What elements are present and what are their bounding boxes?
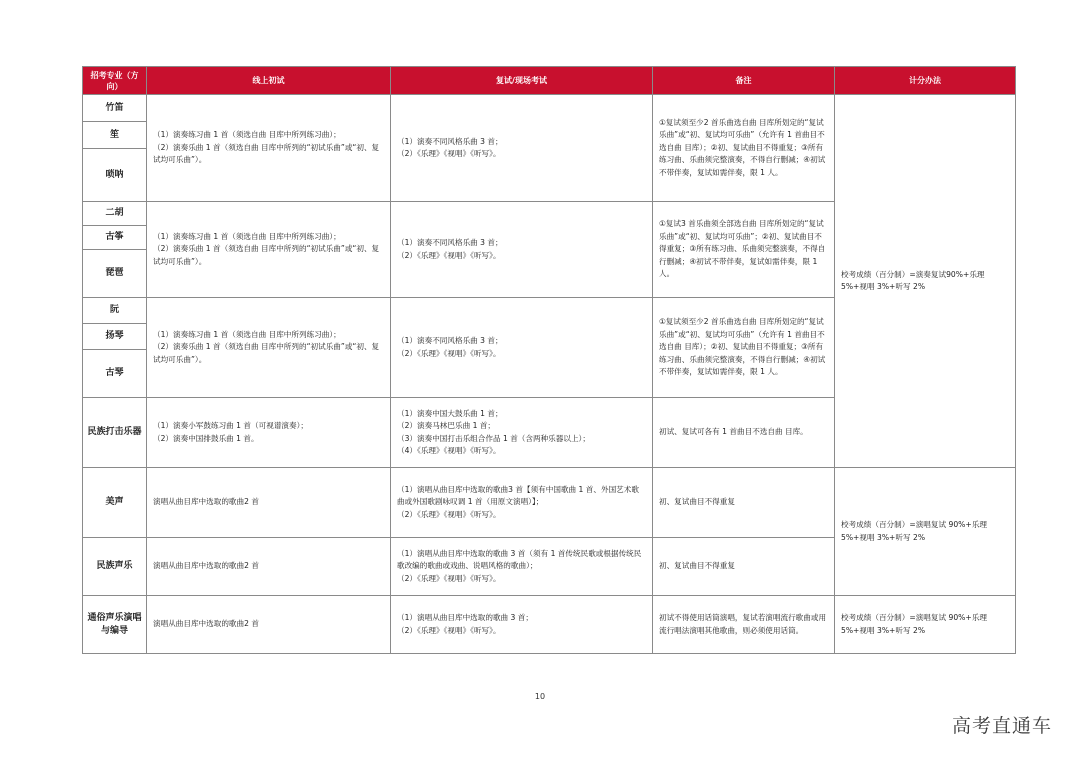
requirement-line: （1）演唱从曲目库中选取的歌曲 3 首（须有 1 首传统民歌或根据传统民歌改编的歌曲或戏曲、说唱风格的歌曲）； [397, 548, 642, 571]
header-major: 招考专业（方向） [83, 67, 147, 95]
online-exam-cell [147, 538, 391, 596]
header-retest: 复试/现场考试 [391, 67, 653, 95]
retest-cell [391, 596, 653, 654]
requirement-line: （2）演奏马林巴乐曲 1 首； [397, 421, 496, 430]
table-row [83, 468, 1016, 538]
online-exam-cell [147, 398, 391, 468]
header-notes: 备注 [653, 67, 835, 95]
note-text: ①复试须至少2 首乐曲选自曲 目库所划定的“复试乐曲”或“初、复试均可乐曲”（允许有 1 首曲目不选自曲 目库）；②初、复试曲目不得重复；③所有练习曲、乐曲须完整演奏，不得自行删减；④初试不带伴奏，复试如需伴奏，限 1 人。 [659, 117, 826, 177]
requirement-line: （2）《乐理》《视唱》《听写》。 [397, 625, 501, 635]
note-text: ①复试3 首乐曲须全部选自曲 目库所划定的“复试乐曲”或“初、复试均可乐曲”；②初、复试曲目不得重复；③所有练习曲、乐曲须完整演奏，不得自行删减；④初试不带伴奏，复试如需伴奏，限 1 人。 [659, 219, 826, 279]
major-cell: 扬琴 [83, 324, 147, 350]
requirement-line: （1）演奏中国大鼓乐曲 1 首； [397, 408, 503, 418]
retest-cell [391, 202, 653, 298]
major-cell: 民族打击乐器 [83, 398, 147, 468]
note-text: 初、复试曲目不得重复 [659, 497, 735, 507]
online-exam-cell [147, 95, 391, 202]
scoring-cell [835, 468, 1016, 596]
header-online-exam: 线上初试 [147, 67, 391, 95]
major-cell: 唢呐 [83, 149, 147, 202]
requirement-line: （1）演奏不同风格乐曲 3 首； [397, 136, 503, 146]
requirement-line: 演唱从曲目库中选取的歌曲2 首 [153, 561, 259, 571]
major-cell: 民族声乐 [83, 538, 147, 596]
requirement-line: （2）演奏乐曲 1 首（须选自曲 目库中所列的“初试乐曲”或“初、复试均可乐曲”）。 [153, 142, 380, 165]
requirement-line: 演唱从曲目库中选取的歌曲2 首 [153, 619, 259, 629]
note-text: 初试、复试可各有 1 首曲目不选自曲 目库。 [659, 427, 808, 437]
major-cell: 美声 [83, 468, 147, 538]
requirement-line: （3）演奏中国打击乐组合作品 1 首（含两种乐器以上）； [397, 433, 590, 443]
notes-cell [653, 95, 835, 202]
notes-cell [653, 596, 835, 654]
retest-cell [391, 95, 653, 202]
requirement-line: （2）《乐理》《视唱》《听写》。 [397, 509, 501, 519]
requirement-line: （2）《乐理》《视唱》《听写》。 [397, 250, 501, 260]
requirement-line: （2）《乐理》《视唱》《听写》。 [397, 149, 501, 158]
scoring-text: 校考成绩（百分制）=演唱复试 90%+乐理 5%+视唱 3%+听写 2% [841, 613, 987, 635]
online-exam-cell [147, 298, 391, 398]
table-row [83, 596, 1016, 654]
requirement-line: （1）演奏小军鼓练习曲 1 首（可视谱演奏）； [153, 421, 308, 430]
major-cell: 二胡 [83, 202, 147, 226]
major-cell: 古琴 [83, 350, 147, 398]
retest-cell [391, 398, 653, 468]
major-cell: 笙 [83, 122, 147, 149]
admission-table [82, 66, 1016, 654]
table-row [83, 95, 1016, 122]
online-exam-cell [147, 202, 391, 298]
scoring-text: 校考成绩（百分制）=演奏复试90%+乐理 5%+视唱 3%+听写 2% [841, 269, 985, 291]
requirement-line: （1）演奏练习曲 1 首（须选自曲 目库中所列练习曲）； [153, 130, 341, 140]
requirement-line: （2）《乐理》《视唱》《听写》。 [397, 348, 501, 358]
scoring-text: 校考成绩（百分制）=演唱复试 90%+乐理 5%+视唱 3%+听写 2% [841, 520, 987, 542]
note-text: 初试不得使用话筒演唱，复试若演唱流行歌曲或用流行唱法演唱其他歌曲，则必须使用话筒。 [659, 613, 827, 635]
scoring-cell [835, 596, 1016, 654]
requirement-line: （1）演奏练习曲 1 首（须选自曲 目库中所列练习曲）； [153, 231, 341, 241]
notes-cell [653, 398, 835, 468]
major-cell: 琵琶 [83, 250, 147, 298]
header-scoring: 计分办法 [835, 67, 1016, 95]
major-cell: 竹笛 [83, 95, 147, 122]
major-cell: 古筝 [83, 226, 147, 250]
requirement-line: （1）演奏不同风格乐曲 3 首； [397, 238, 503, 247]
retest-cell [391, 538, 653, 596]
requirement-line: （1）演唱从曲目库中选取的歌曲3 首【须有中国歌曲 1 首、外国艺术歌曲或外国歌剧咏叹调 1 首（用原文演唱）】； [397, 484, 639, 507]
requirement-line: （2）演奏乐曲 1 首（须选自曲 目库中所列的“初试乐曲”或“初、复试均可乐曲”）。 [153, 244, 380, 266]
notes-cell [653, 202, 835, 298]
requirement-line: （4）《乐理》《视唱》《听写》。 [397, 446, 501, 455]
online-exam-cell [147, 596, 391, 654]
scoring-cell [835, 95, 1016, 468]
page-number: 10 [534, 692, 546, 701]
watermark-text: 高考直通车 [951, 715, 1052, 737]
retest-cell [391, 298, 653, 398]
notes-cell [653, 298, 835, 398]
table-header-row [83, 67, 1016, 95]
requirement-line: （1）演奏练习曲 1 首（须选自曲 目库中所列练习曲）； [153, 329, 341, 339]
requirement-line: （1）演唱从曲目库中选取的歌曲 3 首； [397, 613, 533, 622]
note-text: ①复试须至少2 首乐曲选自曲 目库所划定的“复试乐曲”或“初、复试均可乐曲”（允许有 1 首曲目不选自曲 目库）；②初、复试曲目不得重复；③所有练习曲、乐曲须完整演奏，不得自行删减；④初试不带伴奏，复试如需伴奏，限 1 人。 [659, 317, 826, 377]
requirement-line: （2）演奏中国排鼓乐曲 1 首。 [153, 433, 259, 443]
online-exam-cell [147, 468, 391, 538]
note-text: 初、复试曲目不得重复 [659, 561, 735, 571]
requirement-line: （2）《乐理》《视唱》《听写》。 [397, 573, 501, 583]
notes-cell [653, 468, 835, 538]
notes-cell [653, 538, 835, 596]
major-cell: 通俗声乐演唱与编导 [83, 596, 147, 654]
major-cell: 阮 [83, 298, 147, 324]
requirement-line: （1）演奏不同风格乐曲 3 首； [397, 336, 503, 345]
retest-cell [391, 468, 653, 538]
requirement-line: （2）演奏乐曲 1 首（须选自曲 目库中所列的“初试乐曲”或“初、复试均可乐曲”）。 [153, 342, 380, 364]
requirement-line: 演唱从曲目库中选取的歌曲2 首 [153, 497, 259, 507]
